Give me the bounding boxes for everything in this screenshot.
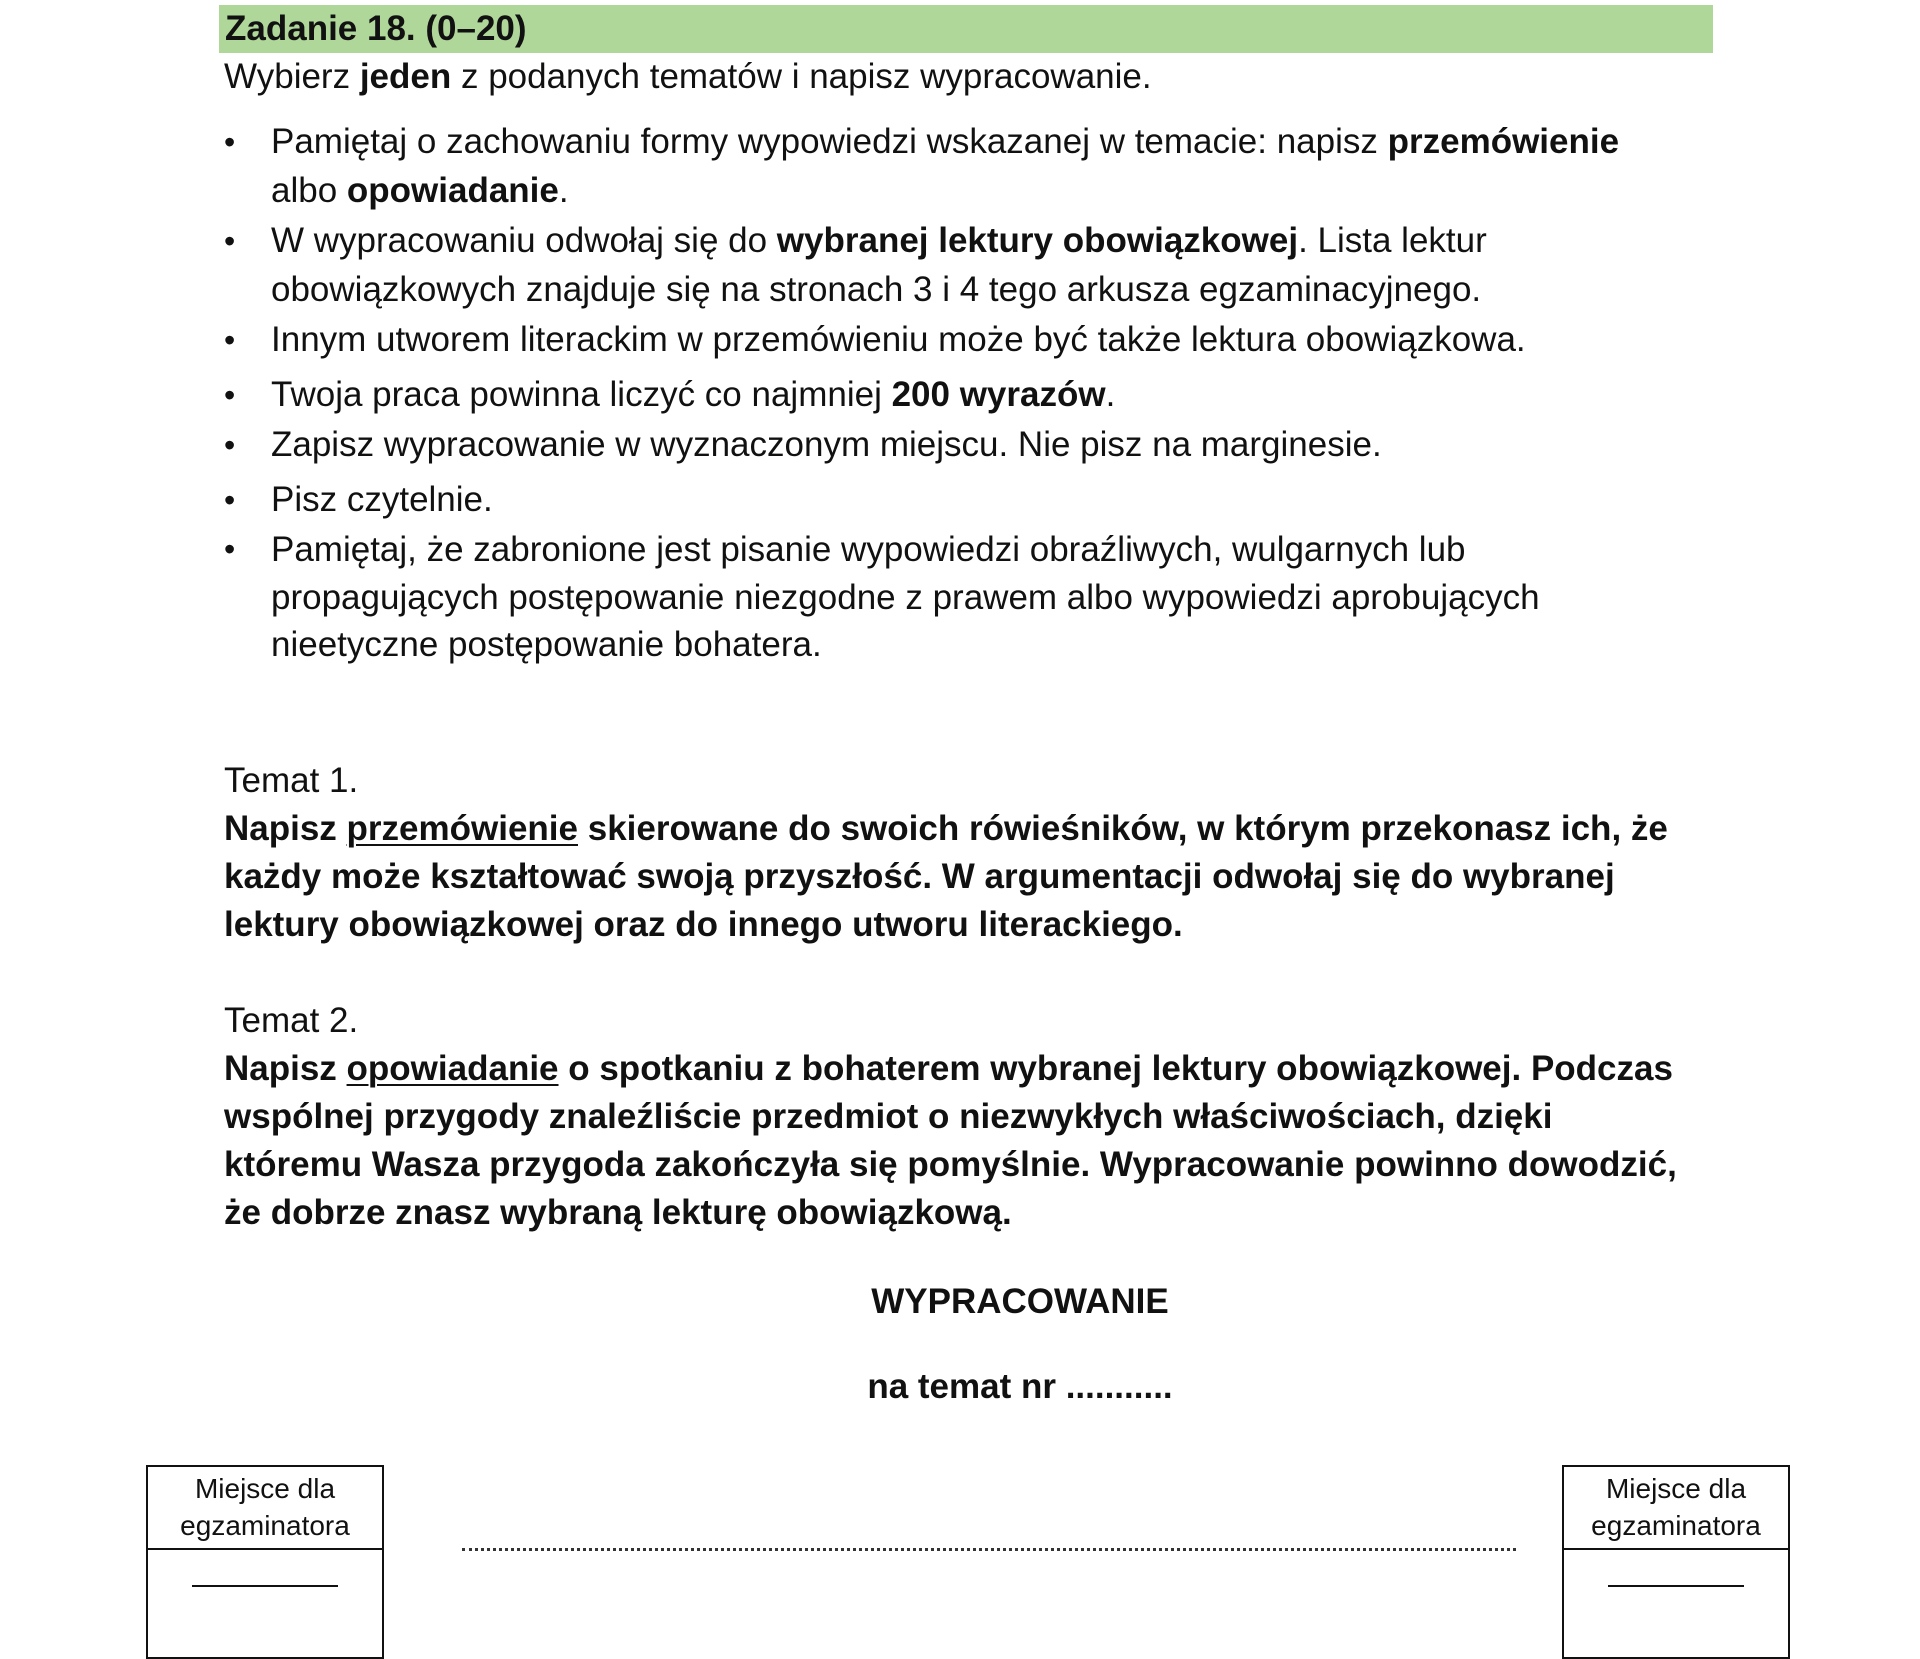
examiner-box-left xyxy=(146,1465,384,1659)
essay-topic-number: na temat nr ........... xyxy=(867,1367,1173,1406)
list-item: • Pisz czytelnie. xyxy=(224,476,1724,525)
examiner-score-line xyxy=(1608,1585,1744,1587)
task-instruction: Wybierz jeden z podanych tematów i napisz wypracowanie. xyxy=(224,57,1152,96)
list-item: • Zapisz wypracowanie w wyznaczonym miejscu. Nie pisz na marginesie. xyxy=(224,421,1724,470)
list-item: • Pamiętaj, że zabronione jest pisanie wypowiedzi obraźliwych, wulgarnych lub propagujących postępowanie niezgodne z prawem albo wypowiedzi aprobujących nieetyczne postępowanie bohatera. xyxy=(224,526,1631,669)
examiner-box-right xyxy=(1562,1465,1790,1659)
task-header xyxy=(219,5,1713,53)
topic-1-form: przemówienie xyxy=(346,809,578,848)
list-item: • Twoja praca powinna liczyć co najmniej 200 wyrazów. xyxy=(224,371,1724,420)
topic-2-label: Temat 2. xyxy=(224,1001,359,1040)
list-item: • Pamiętaj o zachowaniu formy wypowiedzi wskazanej w temacie: napisz przemówienie albo opowiadanie. xyxy=(224,118,1724,215)
topic-2-text: Napisz opowiadanie o spotkaniu z bohaterem wybranej lektury obowiązkowej. Podczas wspólnej przygody znaleźliście przedmiot o niezwykłych właściwościach, dzięki któremu Wasza przygoda zakończyła się pomyślnie. Wypracowanie powinno dowodzić, że dobrze znasz wybraną lekturę obowiązkową. xyxy=(224,1049,1677,1232)
topic-1-label: Temat 1. xyxy=(224,761,359,800)
examiner-box-label: Miejsce dla egzaminatora xyxy=(148,1467,382,1550)
list-item: • W wypracowaniu odwołaj się do wybranej lektury obowiązkowej. Lista lektur obowiązkowych znajduje się na stronach 3 i 4 tego arkusza egzaminacyjnego. xyxy=(224,217,1571,314)
essay-heading: WYPRACOWANIE xyxy=(871,1282,1169,1321)
instruction-list xyxy=(224,118,1724,669)
topic-2-form: opowiadanie xyxy=(346,1049,559,1088)
examiner-box-label: Miejsce dla egzaminatora xyxy=(1564,1467,1788,1550)
examiner-score-line xyxy=(192,1585,338,1587)
list-item: • Innym utworem literackim w przemówieniu może być także lektura obowiązkowa. xyxy=(224,316,1724,365)
topic-1-text: Napisz przemówienie skierowane do swoich rówieśników, w którym przekonasz ich, że każdy może kształtować swoją przyszłość. W argumentacji odwołaj się do wybranej lektury obowiązkowej oraz do innego utworu literackiego. xyxy=(224,809,1668,944)
answer-dotted-line[interactable] xyxy=(462,1548,1516,1551)
task-title: Zadanie 18. (0–20) xyxy=(225,9,527,48)
